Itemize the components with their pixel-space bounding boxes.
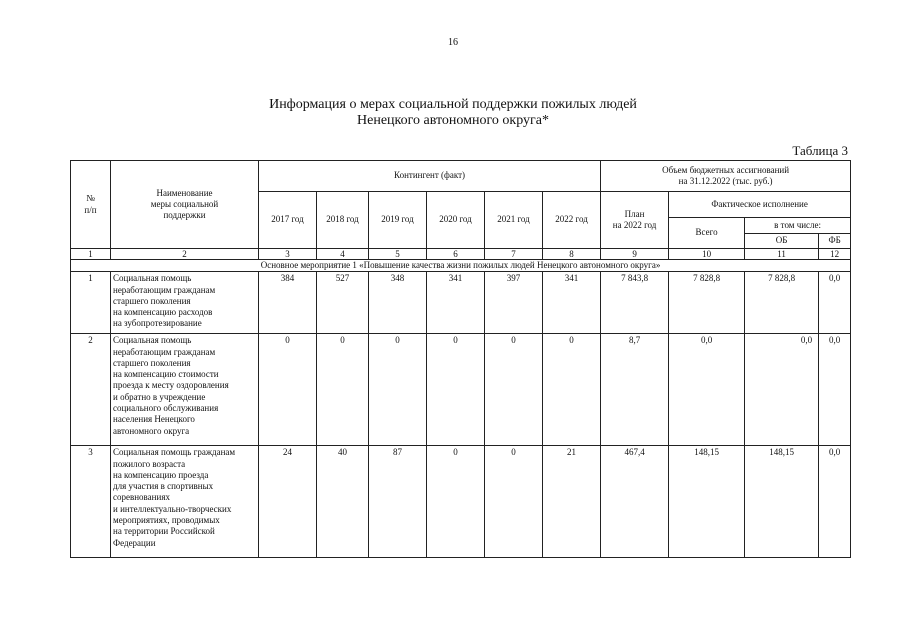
table-row xyxy=(71,446,851,558)
section-title: Основное мероприятие 1 «Повышение качества жизни пожилых людей Ненецкого автономного округа» xyxy=(71,260,851,272)
header-contingent: Контингент (факт) xyxy=(259,161,601,192)
table-caption: Таблица 3 xyxy=(792,143,848,158)
cell-plan: 8,7 xyxy=(601,334,669,446)
column-number: 9 xyxy=(601,249,669,260)
column-number: 3 xyxy=(259,249,317,260)
header-fb: ФБ xyxy=(819,234,851,249)
cell-fb: 0,0 xyxy=(819,334,851,446)
cell-2019: 0 xyxy=(369,334,427,446)
row-name: Социальная помощь гражданам пожилого возраста на компенсацию проезда для участия в спортивных соревнованиях и интеллектуально-творческих мероприятиях, проводимых на территории Российской Федерации xyxy=(111,446,259,558)
document-title xyxy=(0,97,906,129)
cell-plan: 467,4 xyxy=(601,446,669,558)
cell-2020: 0 xyxy=(427,334,485,446)
cell-2021: 397 xyxy=(485,272,543,334)
cell-2022: 21 xyxy=(543,446,601,558)
cell-2017: 384 xyxy=(259,272,317,334)
cell-fb: 0,0 xyxy=(819,446,851,558)
column-number: 10 xyxy=(669,249,745,260)
column-number: 6 xyxy=(427,249,485,260)
header-year-2020: 2020 год xyxy=(427,192,485,249)
header-year-2021: 2021 год xyxy=(485,192,543,249)
column-number: 7 xyxy=(485,249,543,260)
header-year-2017: 2017 год xyxy=(259,192,317,249)
cell-2022: 341 xyxy=(543,272,601,334)
cell-2021: 0 xyxy=(485,334,543,446)
row-num: 2 xyxy=(71,334,111,446)
column-number: 12 xyxy=(819,249,851,260)
table-row xyxy=(71,272,851,334)
cell-2019: 87 xyxy=(369,446,427,558)
column-number: 11 xyxy=(745,249,819,260)
cell-2020: 341 xyxy=(427,272,485,334)
column-number: 5 xyxy=(369,249,427,260)
header-actual: Фактическое исполнение xyxy=(669,192,851,218)
cell-total: 7 828,8 xyxy=(669,272,745,334)
row-name: Социальная помощь неработающим гражданам старшего поколения на компенсацию стоимости проезда к месту оздоровления и обратно в учреждение социального обслуживания населения Ненецкого автономного округа xyxy=(111,334,259,446)
cell-2022: 0 xyxy=(543,334,601,446)
cell-total: 148,15 xyxy=(669,446,745,558)
header-plan: План на 2022 год xyxy=(601,192,669,249)
cell-2018: 0 xyxy=(317,334,369,446)
cell-total: 0,0 xyxy=(669,334,745,446)
cell-2020: 0 xyxy=(427,446,485,558)
column-number: 4 xyxy=(317,249,369,260)
cell-fb: 0,0 xyxy=(819,272,851,334)
header-including: в том числе: xyxy=(745,218,851,234)
cell-2018: 527 xyxy=(317,272,369,334)
header-year-2018: 2018 год xyxy=(317,192,369,249)
support-measures-table xyxy=(70,160,851,558)
table-row xyxy=(71,334,851,446)
cell-2018: 40 xyxy=(317,446,369,558)
cell-2019: 348 xyxy=(369,272,427,334)
cell-2021: 0 xyxy=(485,446,543,558)
header-ob: ОБ xyxy=(745,234,819,249)
header-year-2022: 2022 год xyxy=(543,192,601,249)
row-num: 3 xyxy=(71,446,111,558)
cell-plan: 7 843,8 xyxy=(601,272,669,334)
column-number: 1 xyxy=(71,249,111,260)
cell-2017: 24 xyxy=(259,446,317,558)
page-number: 16 xyxy=(448,37,458,48)
cell-ob: 148,15 xyxy=(745,446,819,558)
column-number: 2 xyxy=(111,249,259,260)
title-line-2: Ненецкого автономного округа* xyxy=(357,113,549,128)
row-name: Социальная помощь неработающим гражданам старшего поколения на компенсацию расходов на зубопротезирование xyxy=(111,272,259,334)
cell-ob: 0,0 xyxy=(745,334,819,446)
row-num: 1 xyxy=(71,272,111,334)
header-num: № п/п xyxy=(71,161,111,249)
column-number: 8 xyxy=(543,249,601,260)
header-total: Всего xyxy=(669,218,745,249)
cell-ob: 7 828,8 xyxy=(745,272,819,334)
header-name: Наименование меры социальной поддержки xyxy=(111,161,259,249)
header-budget: Объем бюджетных ассигнований на 31.12.2022 (тыс. руб.) xyxy=(601,161,851,192)
header-year-2019: 2019 год xyxy=(369,192,427,249)
cell-2017: 0 xyxy=(259,334,317,446)
title-line-1: Информация о мерах социальной поддержки пожилых людей xyxy=(269,97,637,112)
